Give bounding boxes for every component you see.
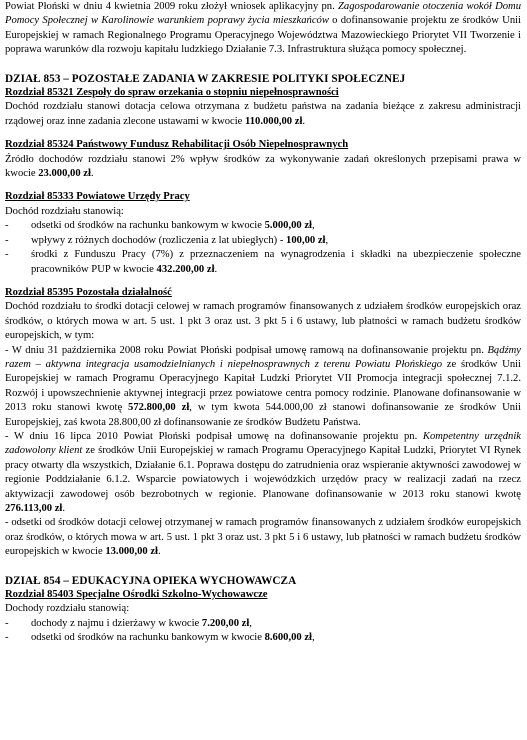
dash-bullet: - xyxy=(5,249,9,261)
amount: 8.600,00 zł xyxy=(264,632,312,644)
project-title: Bądźmy razem – aktywna integracja usamodzielnianych i niepełnosprawnych z terenu Powiatu Płońskiego xyxy=(5,344,521,370)
section-854-heading: DZIAŁ 854 – EDUKACYJNA OPIEKA WYCHOWAWCZA xyxy=(5,574,297,587)
dash-bullet: - xyxy=(5,234,9,246)
dash-bullet: - xyxy=(5,220,9,232)
project-title: Kompetentny urzędnik zadowolony klient xyxy=(5,430,521,457)
chapter-85395-title: Rozdział 85395 Pozostała działalność xyxy=(5,286,172,298)
amount: 276.113,00 zł xyxy=(5,503,63,514)
amount: 7.200,00 zł xyxy=(201,617,250,629)
list-item: - odsetki od środków na rachunku bankowym w kwocie 8.600,00 zł, xyxy=(5,631,521,645)
intro-project-title: Zagospodarowanie otoczenia wokół Domu Pomocy Społecznej w Karolinowie warunkiem poprawy życia mieszkańców xyxy=(5,1,521,27)
amount: 572.800,00 zł xyxy=(128,402,190,414)
list-item: - dochody z najmu i dzierżawy w kwocie 7.200,00 zł, xyxy=(5,617,521,631)
chapter-85403-lead: Dochody rozdziału stanowią: xyxy=(5,603,130,615)
amount: 23.000,00 zł xyxy=(38,168,91,180)
chapter-85395-interest: - odsetki od środków dotacji celowej otrzymanej w ramach programów finansowanych z udziałem środków europejskich oraz środków, o których mowa w art. 5 ust. 1 pkt 3 oraz ust. 3 pkt 5 i 6 ustawy, lub płatności w ramach budżetu środków europejskich w kwocie 13.000,00 zł. xyxy=(5,517,521,558)
intro-paragraph xyxy=(5,0,521,58)
dash-bullet: - xyxy=(5,617,9,629)
chapter-85403-list xyxy=(5,617,521,646)
list-item: - wpływy z różnych dochodów (rozliczenia z lat ubiegłych) - 100,00 zł, xyxy=(5,234,521,248)
amount: 110.000,00 zł xyxy=(245,115,303,127)
chapter-85333-list xyxy=(5,219,521,277)
chapter-85324-title: Rozdział 85324 Państwowy Fundusz Rehabilitacji Osób Niepełnosprawnych xyxy=(5,139,349,151)
chapter-85395-project-2: - W dniu 16 lipca 2010 Powiat Płoński podpisał umowę na dofinansowanie projektu pn. Kompetentny urzędnik zadowolony klient ze środków Unii Europejskiej w ramach Programu Operacyjnego Kapitał Ludzki, Priorytet VI Rynek pracy otwarty dla wszystkich, Działanie 6.1. Poprawa dostępu do zatrudnienia oraz wspieranie aktywności zawodowej w regionie Poddziałanie 6.1.2. Wsparcie powiatowych i wojewódzkich urzędów pracy w realizacji zadań na rzecz aktywizacji zawodowej osób bezrobotnych w regionie. Planowane dofinansowanie w 2013 roku stanowi kwotę 276.113,00 zł. xyxy=(5,430,521,514)
dash-bullet: - xyxy=(5,632,9,644)
section-853-heading: DZIAŁ 853 – POZOSTAŁE ZADANIA W ZAKRESIE POLITYKI SPOŁECZNEJ xyxy=(5,72,406,85)
amount: 432.200,00 zł xyxy=(156,263,215,275)
chapter-85321-title: Rozdział 85321 Zespoły do spraw orzekania o stopniu niepełnosprawności xyxy=(5,87,339,99)
intro-text-cont: o dofinansowanie projektu ze środków Unii Europejskiej w ramach Regionalnego Programu Operacyjnego Województwa Mazowieckiego Priorytet VII Tworzenie i poprawa warunków dla rozwoju kapitału ludzkiego Działanie 7.3. Infrastruktura służąca pomocy społecznej. xyxy=(5,15,521,56)
chapter-85321-text: Dochód rozdziału stanowi dotacja celowa otrzymana z budżetu państwa na zadania bieżące z zakresu administracji rządowej oraz inne zadania zlecone ustawami w kwocie 110.000,00 zł. xyxy=(5,101,521,127)
chapter-85333-title: Rozdział 85333 Powiatowe Urzędy Pracy xyxy=(5,191,190,203)
list-item: - środki z Funduszu Pracy (7%) z przeznaczeniem na wynagrodzenia i składki na ubezpieczenie społeczne pracowników PUP w kwocie 432.200,00 zł. xyxy=(5,249,521,275)
chapter-85324-text: Źródło dochodów rozdziału stanowi 2% wpływ środków za wykonywanie zadań określonych przepisami prawa w kwocie 23.000,00 zł. xyxy=(5,153,521,180)
chapter-85403-title: Rozdział 85403 Specjalne Ośrodki Szkolno-Wychowawcze xyxy=(5,589,268,601)
chapter-85395-intro: Dochód rozdziału to środki dotacji celowej w ramach programów finansowanych z udziałem środków europejskich oraz środków, o których mowa w art. 5 ust. 1 pkt 3 oraz ust. 3 pkt 5 i 6 ustawy, lub płatności w ramach budżetu środków europejskich, w tym: xyxy=(5,301,521,342)
amount: 5.000,00 zł xyxy=(264,220,312,232)
intro-text: Powiat Płoński w dniu 4 kwietnia 2009 roku złożył wniosek aplikacyjny pn. xyxy=(5,1,338,12)
amount: 100,00 zł xyxy=(286,234,326,246)
list-item: - odsetki od środków na rachunku bankowym w kwocie 5.000,00 zł, xyxy=(5,219,521,233)
amount: 13.000,00 zł xyxy=(105,546,158,558)
chapter-85333-lead: Dochód rozdziału stanowią: xyxy=(5,205,124,217)
chapter-85395-project-1: - W dniu 31 października 2008 roku Powiat Płoński podpisał umowę ramową na dofinansowanie projektu pn. Bądźmy razem – aktywna integracja usamodzielnianych i niepełnosprawnych z terenu Powiatu Płońskiego ze środków Unii Europejskiej w ramach Programu Operacyjnego Kapitał Ludzki Priorytet VII Promocja integracji społecznej 7.1.2. Rozwój i upowszechnienie aktywnej integracji przez powiatowe centra pomocy rodzinie. Planowane dofinansowanie w 2013 roku stanowi kwotę 572.800,00 zł, w tym kwota 544.000,00 zł stanowi dofinansowanie ze środków Unii Europejskiej, zaś kwota 28.800,00 zł dofinansowanie ze środków Budżetu Państwa. xyxy=(5,344,522,428)
